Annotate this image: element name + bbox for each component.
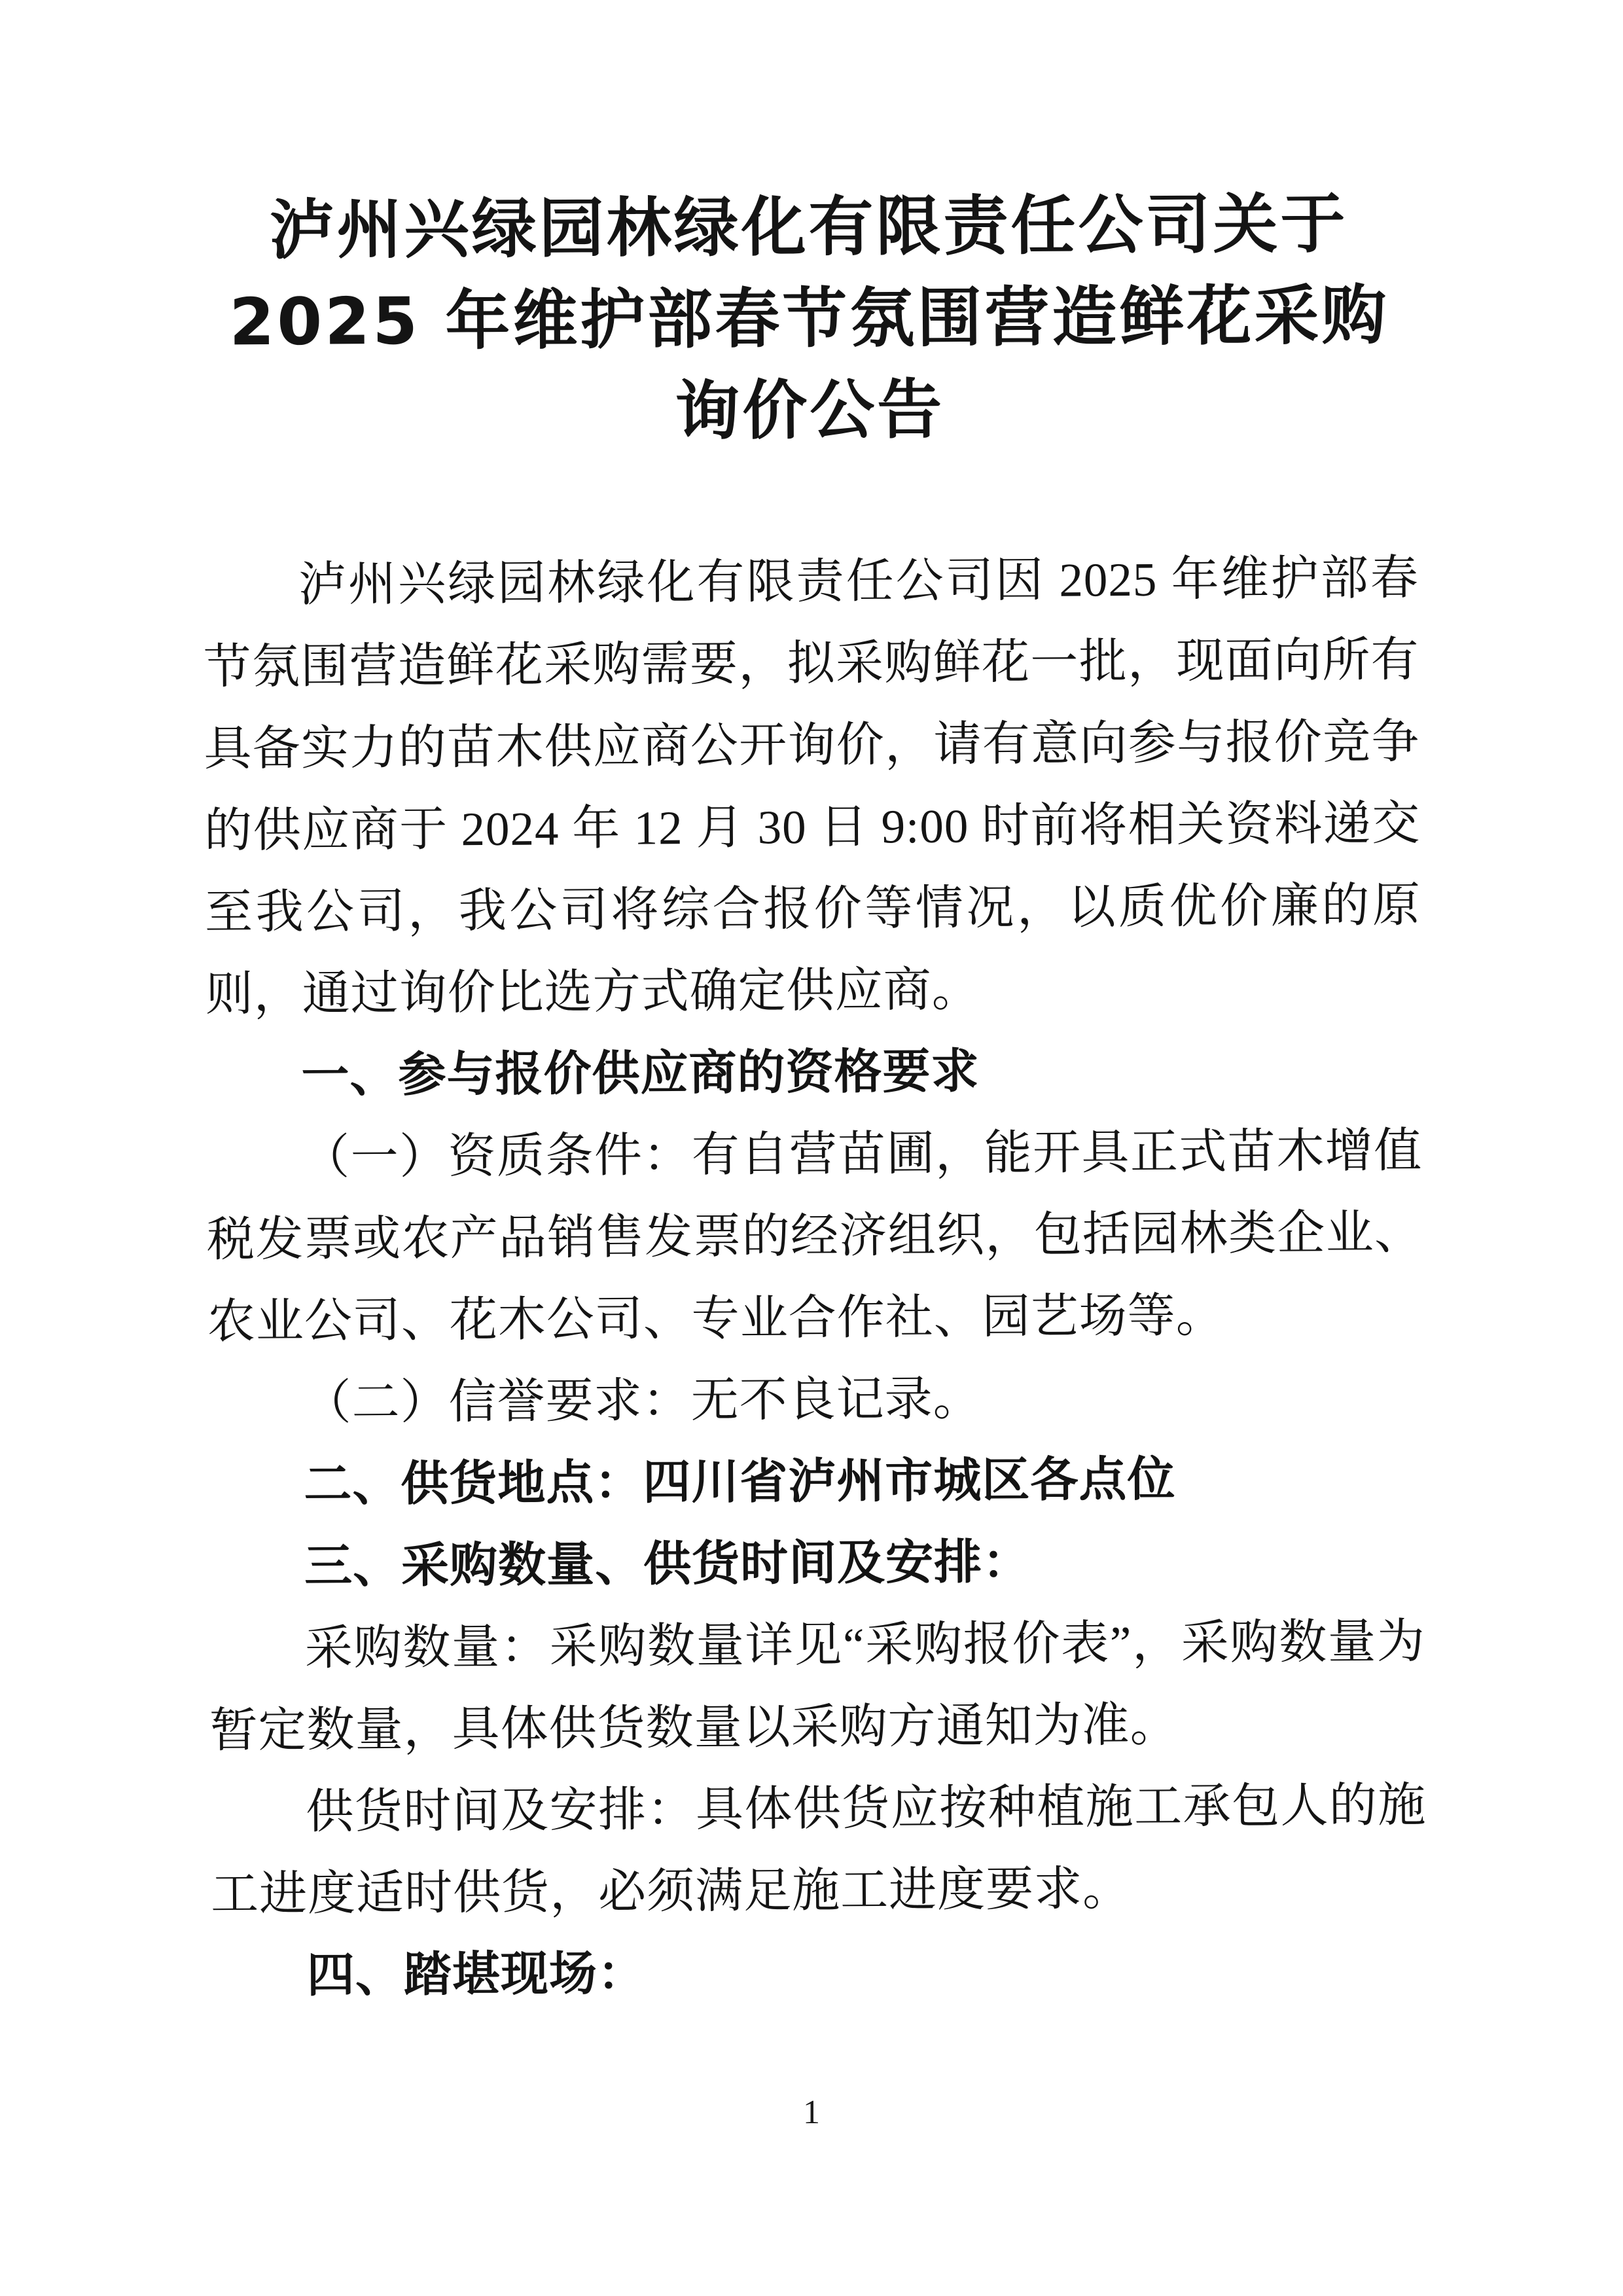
- title-line-3: 询价公告: [674, 372, 945, 450]
- section-heading: 一、参与报价供应商的资格要求: [301, 1043, 980, 1103]
- title-line-2: 2025 年维护部春节氛围营造鲜花采购: [229, 278, 1389, 361]
- section-heading: 三、采购数量、供货时间及安排：: [304, 1534, 1031, 1594]
- body-paragraph: （一）资质条件：有自营苗圃，能开具正式苗木增值税发票或农产品销售发票的经济组织，包括园林类企业、农业公司、花木公司、专业合作社、园艺场等。: [206, 1124, 1423, 1348]
- document-title: [200, 178, 1418, 460]
- body-paragraph: 供货时间及安排：具体供货应按种植施工承包人的施工进度适时供货，必须满足施工进度要求。: [210, 1778, 1427, 1921]
- body-paragraph: 采购数量：采购数量详见“采购报价表”，采购数量为暂定数量，具体供货数量以采购方通知为准。: [209, 1615, 1426, 1757]
- document-content: [200, 0, 1428, 2017]
- page-number: 1: [803, 2094, 820, 2131]
- document-body: [203, 537, 1428, 2017]
- title-line-1: 泸州兴绿园林绿化有限责任公司关于: [269, 186, 1348, 269]
- body-paragraph: （二）信誉要求：无不良记录。: [303, 1372, 982, 1429]
- body-paragraph: 泸州兴绿园林绿化有限责任公司因 2025 年维护部春节氛围营造鲜花采购需要，拟采购鲜花一批，现面向所有具备实力的苗木供应商公开询价，请有意向参与报价竞争的供应商于 2024 年 12 月 30 日 9:00 时前将相关资料递交至我公司，我公司将综合报价等情况，以质优价廉的原则，通过询价比选方式确定供应商。: [203, 551, 1421, 1021]
- section-heading: 二、供货地点：四川省泸州市城区各点位: [304, 1451, 1176, 1513]
- section-heading: 四、踏堪现场：: [306, 1945, 647, 2003]
